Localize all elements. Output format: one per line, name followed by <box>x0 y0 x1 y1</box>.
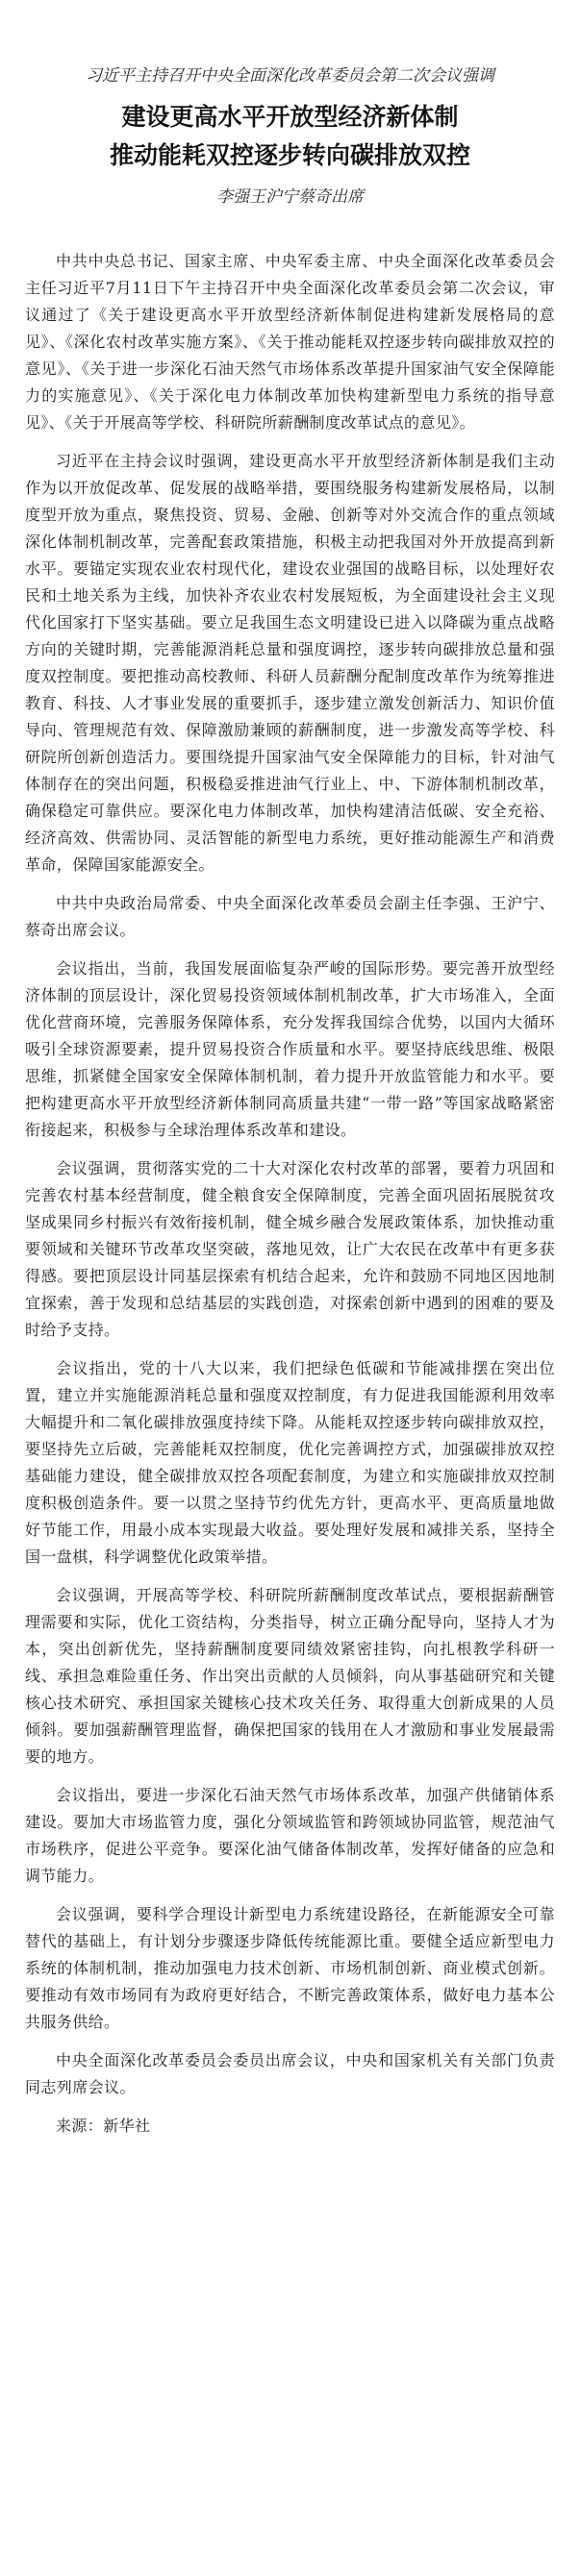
article-attendees: 李强王沪宁蔡奇出席 <box>216 187 364 207</box>
paragraph: 习近平在主持会议时强调，建设更高水平开放型经济新体制是我们主动作为以开放促改革、促发展的战略举措，要围绕服务构建新发展格局，以制度型开放为重点，聚焦投资、贸易、金融、创新等对外交流合作的重点领域深化体制机制改革，完善配套政策措施，积极主动把我国对外开放提高到新水平。要锚定实现农业农村现代化，建设农业强国的战略目标，以处理好农民和土地关系为主线，加快补齐农业农村发展短板，为全面建设社会主义现代化国家打下坚实基础。要立足我国生态文明建设已进入以降碳为重点战略方向的关键时期，完善能源消耗总量和强度调控，逐步转向碳排放总量和强度双控制度。要把推动高校教师、科研人员薪酬分配制度改革作为统筹推进教育、科技、人才事业发展的重要抓手，逐步建立激发创新活力、知识价值导向、管理规范有效、保障激励兼顾的薪酬制度，进一步激发高等学校、科研院所创新创造活力。要围绕提升国家油气安全保障能力的目标，针对油气体制存在的突出问题，积极稳妥推进油气行业上、中、下游体制机制改革，确保稳定可靠供应。要深化电力体制改革，加快构建清洁低碳、安全充裕、经济高效、供需协同、灵活智能的新型电力系统，更好推动能源生产和消费革命，保障国家能源安全。 <box>25 452 555 874</box>
article-source: 来源：新华社 <box>56 2117 151 2135</box>
paragraph: 会议强调，要科学合理设计新型电力系统建设路径，在新能源安全可靠替代的基础上，有计划分步骤逐步降低传统能源比重。要健全适应新型电力系统的体制机制，推动加强电力技术创新、市场机制创新、商业模式创新。要推动有效市场同有为政府更好结合，不断完善政策体系，做好电力基本公共服务供给。 <box>25 1905 555 2031</box>
paragraph: 会议强调，开展高等学校、科研院所薪酬制度改革试点，要根据薪酬管理需要和实际，优化工资结构，分类指导，树立正确分配导向，坚持人才为本，突出创新优先，坚持薪酬制度要同绩效紧密挂钩，向扎根教学科研一线、承担急难险重任务、作出突出贡献的人员倾斜，向从事基础研究和关键核心技术研究、承担国家关键核心技术攻关任务、取得重大创新成果的人员倾斜。要加强薪酬管理监督，确保把国家的钱用在人才激励和事业发展最需要的地方。 <box>25 1586 555 1766</box>
paragraph: 会议指出，党的十八大以来，我们把绿色低碳和节能减排摆在突出位置，建立并实施能源消耗总量和强度双控制度，有力促进我国能源利用效率大幅提升和二氧化碳排放强度持续下降。从能耗双控逐步转向碳排放双控，要坚持先立后破，完善能耗双控制度，优化完善调控方式，加强碳排放双控基础能力建设，健全碳排放双控各项配套制度，为建立和实施碳排放双控制度积极创造条件。要一以贯之坚持节约优先方针，更高水平、更高质量地做好节能工作，用最小成本实现最大收益。要处理好发展和减排关系，坚持全国一盘棋，科学调整优化政策举措。 <box>25 1359 555 1566</box>
paragraph: 会议指出，当前，我国发展面临复杂严峻的国际形势。要完善开放型经济体制的顶层设计，深化贸易投资领域体制机制改革，扩大市场准入，全面优化营商环境，完善服务保障体系，充分发挥我国综合优势，以国内大循环吸引全球资源要素，提升贸易投资合作质量和水平。要坚持底线思维、极限思维，抓紧健全国家安全保障体制机制，着力提升开放监管能力和水平。要把构建更高水平开放型经济新体制同高质量共建“一带一路”等国家战略紧密衔接起来，积极参与全球治理体系改革和建设。 <box>25 959 555 1139</box>
paragraph: 中央全面深化改革委员会委员出席会议，中央和国家机关有关部门负责同志列席会议。 <box>25 2051 555 2096</box>
paragraph: 中共中央总书记、国家主席、中央军委主席、中央全面深化改革委员会主任习近平7月11日下午主持召开中央全面深化改革委员会第二次会议，审议通过了《关于建设更高水平开放型经济新体制促进构建新发展格局的意见》、《深化农村改革实施方案》、《关于推动能耗双控逐步转向碳排放双控的意见》、《关于进一步深化石油天然气市场体系改革提升国家油气安全保障能力的实施意见》、《关于深化电力体制改革加快构建新型电力系统的指导意见》、《关于开展高等学校、科研院所薪酬制度改革试点的意见》。 <box>25 252 555 432</box>
paragraph: 中共中央政治局常委、中央全面深化改革委员会副主任李强、王沪宁、蔡奇出席会议。 <box>25 894 555 939</box>
article-title-line2: 推动能耗双控逐步转向碳排放双控 <box>109 141 470 169</box>
article-body <box>25 248 555 2140</box>
paragraph: 会议指出，要进一步深化石油天然气市场体系改革，加强产供储销体系建设。要加大市场监管力度，强化分领域监管和跨领域协同监管，规范油气市场秩序，促进公平竞争。要深化油气储备体制改革，发挥好储备的应急和调节能力。 <box>25 1786 555 1885</box>
article-subtitle: 习近平主持召开中央全面深化改革委员会第二次会议强调 <box>86 66 494 86</box>
article-header <box>25 63 555 210</box>
paragraph: 会议强调，贯彻落实党的二十大对深化农村改革的部署，要着力巩固和完善农村基本经营制度，健全粮食安全保障制度，完善全面巩固拓展脱贫攻坚成果同乡村振兴有效衔接机制，健全城乡融合发展政策体系，加快推动重要领域和关键环节改革攻坚突破，落地见效，让广大农民在改革中有更多获得感。要把顶层设计同基层探索有机结合起来，允许和鼓励不同地区因地制宜探索，善于发现和总结基层的实践创造，对探索创新中遇到的困难的要及时给予支持。 <box>25 1159 555 1339</box>
article-title-line1: 建设更高水平开放型经济新体制 <box>121 103 459 131</box>
